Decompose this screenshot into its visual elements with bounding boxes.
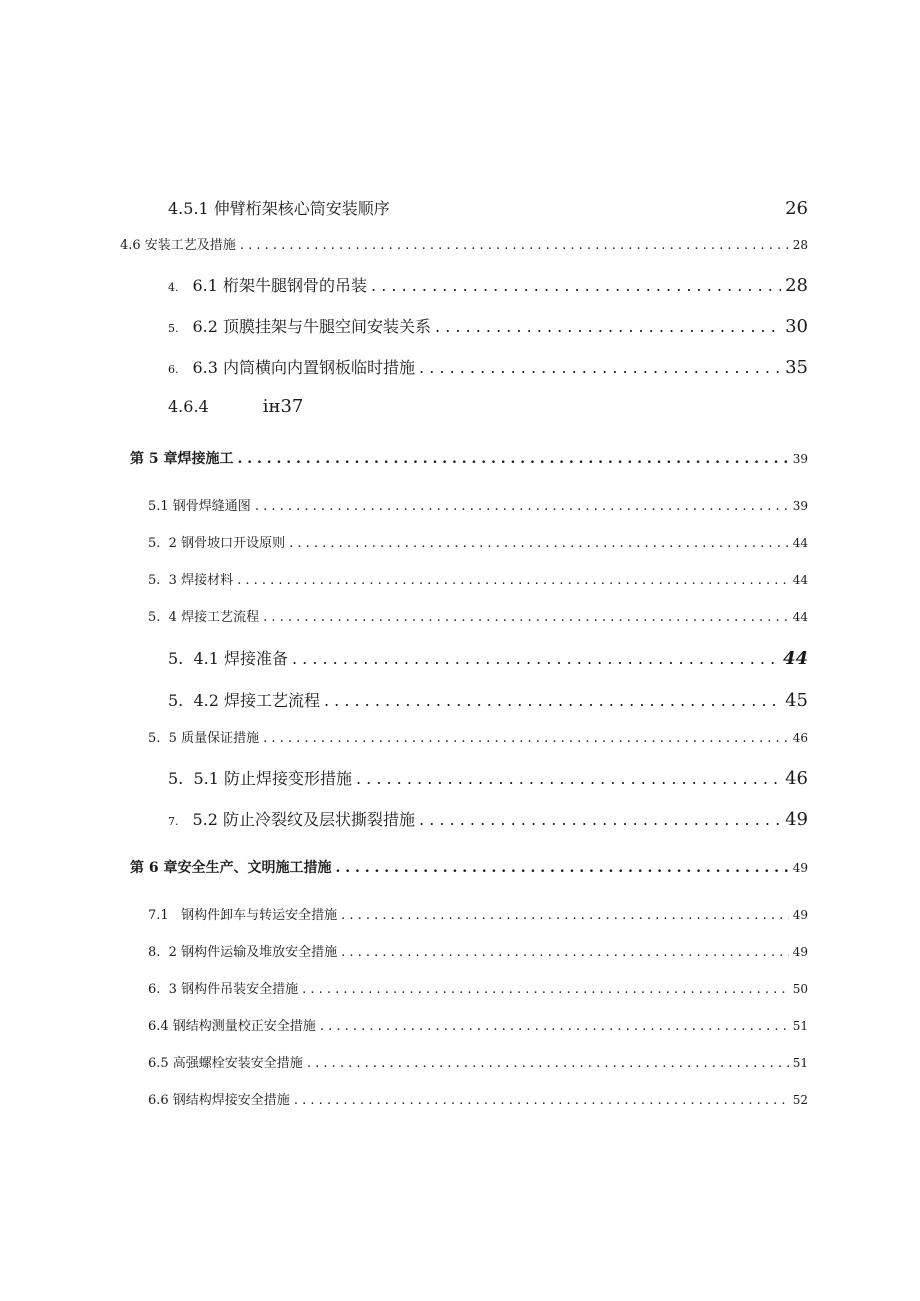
toc-entry-5-5-2[interactable] — [168, 807, 808, 830]
toc-page-number: 35 — [785, 357, 808, 378]
toc-entry-5-4-2[interactable] — [168, 688, 808, 711]
dot-leader — [324, 691, 781, 710]
toc-page-number: 45 — [785, 690, 808, 711]
toc-label: 4.6.4 — [168, 397, 209, 416]
toc-label: 5. 4 焊接工艺流程 — [148, 610, 260, 625]
toc-page-number: 39 — [792, 452, 808, 466]
toc-entry-6-3[interactable] — [148, 978, 808, 997]
dot-leader — [320, 1019, 789, 1034]
toc-entry-4-6-1[interactable] — [168, 273, 808, 296]
dot-leader — [263, 610, 789, 625]
dot-leader — [263, 731, 789, 746]
dot-leader — [371, 276, 781, 295]
toc-prefix: 7. — [168, 815, 179, 828]
toc-label: 5. 5 质量保证措施 — [148, 731, 260, 746]
dot-leader — [419, 358, 781, 377]
toc-label: 6.6 钢结构焊接安全措施 — [148, 1093, 290, 1108]
dot-leader — [237, 573, 789, 588]
toc-entry-4-6-4[interactable] — [168, 396, 468, 417]
toc-entry-6-4[interactable] — [148, 1015, 808, 1034]
toc-entry-6-6[interactable] — [148, 1089, 808, 1108]
toc-page-number: 46 — [792, 731, 808, 745]
toc-label: 5. 4.2 焊接工艺流程 — [168, 691, 320, 710]
toc-label: 6.2 顶膜挂架与牛腿空间安装关系 — [192, 317, 432, 336]
toc-page-number: 26 — [785, 198, 808, 219]
dot-leader — [341, 945, 789, 960]
toc-page-number: 44 — [792, 610, 808, 624]
toc-entry-5-5-1[interactable] — [168, 766, 808, 789]
toc-entry-6-5[interactable] — [148, 1052, 808, 1071]
toc-entry-4-6-2[interactable] — [168, 314, 808, 337]
toc-page-number: 28 — [792, 238, 808, 252]
toc-label: 8. 2 钢构件运输及堆放安全措施 — [148, 945, 338, 960]
toc-label: 6.4 钢结构测量校正安全措施 — [148, 1019, 316, 1034]
toc-entry-5-1[interactable] — [148, 495, 808, 514]
toc-label: 5.1 钢骨焊缝通图 — [148, 499, 251, 514]
dot-leader — [240, 238, 789, 253]
toc-label: 6. 3 钢构件吊装安全措施 — [148, 982, 299, 997]
toc-label: 5. 5.1 防止焊接变形措施 — [168, 769, 352, 788]
dot-leader — [289, 536, 789, 551]
toc-label: 7.1 钢构件卸车与转运安全措施 — [148, 908, 338, 923]
toc-page-number: 52 — [792, 1093, 808, 1107]
toc-entry-5-4-1[interactable] — [168, 646, 808, 669]
toc-chapter-title: 第 5 章焊接施工 — [130, 451, 234, 467]
toc-page-number: 49 — [792, 861, 808, 875]
toc-entry-6-1[interactable] — [148, 904, 808, 923]
toc-chapter-5[interactable] — [130, 448, 808, 468]
toc-page-number: 44 — [792, 536, 808, 550]
toc-entry-4-6-3[interactable] — [168, 355, 808, 378]
toc-page-number: 50 — [792, 982, 808, 996]
dot-leader — [307, 1056, 789, 1071]
dot-leader — [294, 1093, 789, 1108]
toc-page-number: 28 — [785, 275, 808, 296]
toc-entry-4-6[interactable] — [120, 234, 808, 253]
toc-entry-4-5-1[interactable] — [168, 196, 808, 219]
toc-entry-5-5[interactable] — [148, 727, 808, 746]
toc-label: 6.1 桁架牛腿钢骨的吊装 — [192, 276, 368, 295]
toc-page-number: 51 — [792, 1019, 808, 1033]
dot-leader — [238, 451, 789, 467]
toc-page-number: 46 — [785, 768, 808, 789]
toc-label: 4.6 安装工艺及措施 — [120, 238, 236, 253]
dot-leader — [356, 769, 781, 788]
toc-entry-5-2[interactable] — [148, 532, 808, 551]
dot-leader — [435, 317, 781, 336]
toc-label: 6.5 高强螺栓安装安全措施 — [148, 1056, 303, 1071]
toc-label: 4.5.1 伸臂桁架核心筒安装顺序 — [168, 199, 390, 218]
toc-garbled-text: iн37 — [262, 396, 304, 417]
toc-page-number: 39 — [792, 499, 808, 513]
toc-page-number: 30 — [785, 316, 808, 337]
toc-page-number: 44 — [782, 648, 808, 669]
dot-leader — [336, 860, 789, 876]
toc-prefix: 5. — [168, 322, 179, 335]
toc-page-number: 51 — [792, 1056, 808, 1070]
dot-leader — [419, 810, 781, 829]
toc-prefix: 6. — [168, 363, 179, 376]
toc-label: 6.3 内筒横向内置钢板临时措施 — [192, 358, 416, 377]
toc-page-number: 49 — [792, 945, 808, 959]
toc-entry-5-4[interactable] — [148, 606, 808, 625]
toc-page-number: 49 — [792, 908, 808, 922]
dot-leader — [341, 908, 789, 923]
toc-prefix: 4. — [168, 281, 179, 294]
dot-leader — [255, 499, 789, 514]
toc-label: 5.2 防止冷裂纹及层状撕裂措施 — [192, 810, 416, 829]
toc-entry-6-2[interactable] — [148, 941, 808, 960]
toc-page-number: 49 — [785, 809, 808, 830]
toc-label: 5. 4.1 焊接准备 — [168, 649, 288, 668]
dot-leader — [292, 649, 779, 668]
toc-entry-5-3[interactable] — [148, 569, 808, 588]
toc-chapter-title: 第 6 章安全生产、文明施工措施 — [130, 860, 332, 876]
toc-chapter-6[interactable] — [130, 857, 808, 877]
toc-label: 5. 3 焊接材料 — [148, 573, 234, 588]
toc-page-number: 44 — [792, 573, 808, 587]
dot-leader — [302, 982, 789, 997]
toc-label: 5. 2 钢骨坡口开设原则 — [148, 536, 286, 551]
